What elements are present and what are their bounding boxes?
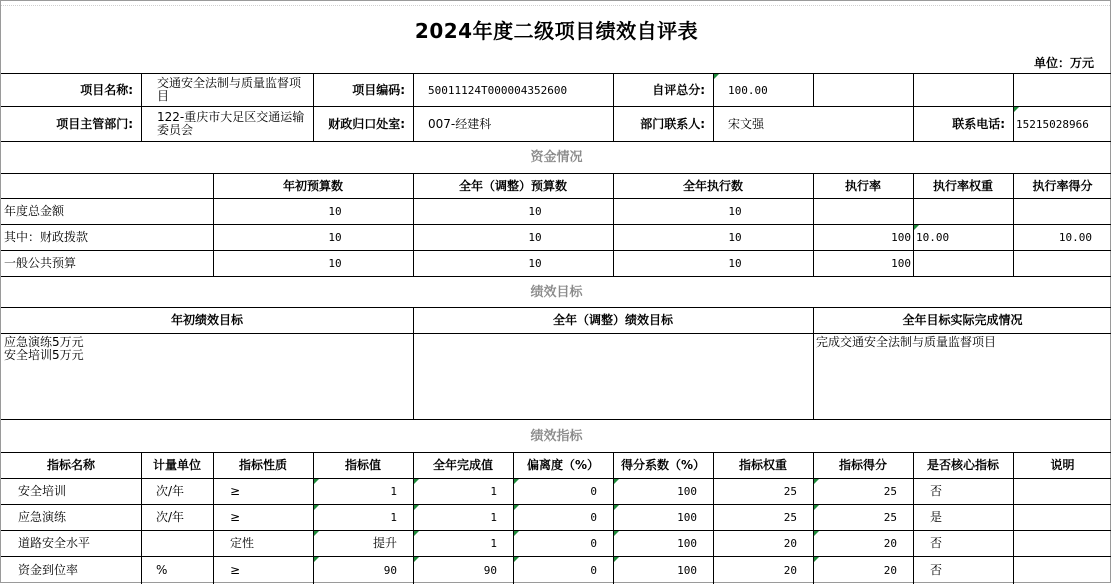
funds-cell[interactable]: 100 — [891, 257, 911, 270]
indicators-header: 得分系数（%） — [620, 458, 706, 472]
funds-row-label: 年度总金额 — [4, 204, 65, 218]
indicator-unit[interactable]: 次/年 — [156, 510, 185, 524]
indicator-value[interactable]: 提升 — [372, 536, 397, 550]
indicator-completed[interactable]: 1 — [490, 485, 497, 498]
funds-header: 全年（调整）预算数 — [458, 178, 567, 193]
funds-cell[interactable]: 10 — [328, 231, 342, 244]
indicator-coefficient[interactable]: 100 — [677, 485, 697, 498]
contact-label: 部门联系人: — [640, 116, 705, 131]
indicator-score[interactable]: 25 — [883, 511, 897, 524]
finance-value[interactable]: 007-经建科 — [428, 116, 492, 131]
indicator-core-flag[interactable]: 是 — [930, 510, 943, 524]
indicator-value[interactable]: 90 — [383, 563, 397, 577]
indicator-unit[interactable]: 次/年 — [156, 484, 185, 498]
funds-cell[interactable]: 100 — [891, 231, 911, 244]
adjusted-goal-text[interactable] — [413, 334, 813, 419]
project-name-label: 项目名称: — [80, 82, 133, 97]
indicator-nature[interactable]: ≥ — [230, 562, 241, 577]
indicator-core-flag[interactable]: 否 — [930, 484, 943, 498]
indicator-score[interactable]: 20 — [883, 563, 897, 577]
indicator-name[interactable]: 道路安全水平 — [18, 536, 91, 550]
funds-cell[interactable]: 10.00 — [916, 231, 950, 244]
phone-label: 联系电话: — [952, 116, 1005, 131]
indicator-name[interactable]: 安全培训 — [18, 484, 67, 498]
indicator-note[interactable] — [1013, 505, 1111, 530]
indicator-note[interactable] — [1013, 531, 1111, 556]
initial-goal-text[interactable]: 应急演练5万元 安全培训5万元 — [4, 335, 84, 362]
indicators-header: 是否核心指标 — [926, 458, 999, 472]
funds-row-label: 一般公共预算 — [4, 256, 77, 270]
indicator-weight[interactable]: 25 — [783, 511, 797, 524]
goals-header: 年初绩效目标 — [170, 313, 243, 327]
indicator-nature[interactable]: ≥ — [230, 484, 241, 498]
unit-label: 单位：万元 — [1033, 56, 1094, 70]
indicator-deviation[interactable]: 0 — [590, 511, 597, 524]
indicator-completed[interactable]: 90 — [483, 563, 497, 577]
funds-cell[interactable] — [813, 199, 913, 224]
grid-line — [813, 73, 814, 106]
actual-goal-text[interactable]: 完成交通安全法制与质量监督项目 — [816, 335, 997, 349]
column-header-strip — [1, 1, 1111, 6]
funds-cell[interactable]: 10 — [328, 257, 342, 270]
funds-cell[interactable] — [1013, 199, 1111, 224]
dept-label: 项目主管部门: — [56, 116, 133, 131]
funds-header: 执行率权重 — [932, 178, 993, 193]
indicator-nature[interactable]: 定性 — [230, 536, 255, 550]
indicators-header: 指标值 — [344, 458, 381, 472]
indicator-weight[interactable]: 25 — [783, 485, 797, 498]
self-score-label: 自评总分: — [652, 82, 705, 97]
indicator-name[interactable]: 应急演练 — [18, 510, 67, 524]
contact-value[interactable]: 宋文强 — [728, 116, 765, 131]
indicator-core-flag[interactable]: 否 — [930, 562, 943, 577]
indicator-note[interactable] — [1013, 479, 1111, 504]
funds-cell[interactable]: 10.00 — [1058, 231, 1092, 244]
funds-cell[interactable] — [1013, 251, 1111, 276]
finance-label: 财政归口处室: — [328, 116, 405, 131]
indicator-deviation[interactable]: 0 — [590, 563, 597, 577]
funds-header: 全年执行数 — [682, 178, 743, 193]
funds-cell[interactable]: 10 — [328, 205, 342, 218]
funds-cell[interactable] — [913, 199, 1013, 224]
indicator-completed[interactable]: 1 — [490, 537, 497, 550]
funds-header: 执行率 — [844, 178, 881, 193]
indicator-completed[interactable]: 1 — [490, 511, 497, 524]
indicator-coefficient[interactable]: 100 — [677, 537, 697, 550]
goals-header: 全年（调整）绩效目标 — [552, 313, 673, 327]
indicator-value[interactable]: 1 — [390, 485, 397, 498]
dept-value[interactable]: 122-重庆市大足区交通运输委员会 — [157, 110, 305, 137]
indicator-unit[interactable]: % — [156, 562, 168, 577]
indicators-header: 计量单位 — [152, 458, 201, 472]
indicators-header: 指标得分 — [838, 458, 887, 472]
goals-section-title: 绩效目标 — [530, 284, 583, 300]
grid-line — [413, 73, 414, 141]
funds-cell[interactable]: 10 — [728, 231, 742, 244]
indicator-value[interactable]: 1 — [390, 511, 397, 524]
funds-section-title: 资金情况 — [530, 150, 583, 165]
funds-cell[interactable]: 10 — [528, 257, 542, 270]
phone-value[interactable]: 15215028966 — [1016, 117, 1089, 131]
indicators-header: 全年完成值 — [432, 458, 493, 472]
project-code-label: 项目编码: — [352, 82, 405, 97]
indicators-header: 指标权重 — [738, 458, 787, 472]
indicators-header: 指标名称 — [46, 458, 95, 472]
indicator-core-flag[interactable]: 否 — [930, 536, 943, 550]
self-score-value[interactable]: 100.00 — [728, 83, 768, 97]
funds-cell[interactable]: 10 — [728, 257, 742, 270]
indicator-name[interactable]: 资金到位率 — [18, 562, 79, 577]
indicator-note[interactable] — [1013, 557, 1111, 583]
funds-cell[interactable]: 10 — [528, 205, 542, 218]
project-code-value[interactable]: 50011124T000004352600 — [428, 83, 568, 97]
indicator-score[interactable]: 20 — [883, 537, 897, 550]
indicators-section-title: 绩效指标 — [530, 428, 583, 444]
funds-cell[interactable]: 10 — [728, 205, 742, 218]
indicator-coefficient[interactable]: 100 — [677, 511, 697, 524]
indicators-header: 偏离度（%） — [526, 458, 600, 472]
grid-line — [713, 73, 714, 141]
grid-line — [141, 73, 142, 141]
funds-cell[interactable]: 10 — [528, 231, 542, 244]
goals-header: 全年目标实际完成情况 — [902, 313, 1023, 327]
funds-header: 年初预算数 — [282, 178, 343, 193]
indicator-weight[interactable]: 20 — [783, 537, 797, 550]
funds-header: 执行率得分 — [1032, 178, 1093, 193]
indicator-deviation[interactable]: 0 — [590, 485, 597, 498]
indicator-deviation[interactable]: 0 — [590, 537, 597, 550]
funds-row-label: 其中：财政拨款 — [4, 230, 89, 244]
project-name-value[interactable]: 交通安全法制与质量监督项目 — [157, 76, 302, 103]
page-title: 2024年度二级项目绩效自评表 — [414, 19, 699, 43]
indicator-unit[interactable] — [153, 531, 213, 556]
funds-cell[interactable] — [913, 251, 1013, 276]
cell-marker-icon — [714, 74, 719, 79]
indicators-header: 指标性质 — [238, 458, 287, 472]
indicator-score[interactable]: 25 — [883, 485, 897, 498]
indicators-header: 说明 — [1050, 458, 1075, 472]
indicator-weight[interactable]: 20 — [783, 563, 797, 577]
indicator-coefficient[interactable]: 100 — [677, 563, 697, 577]
indicator-nature[interactable]: ≥ — [230, 510, 241, 524]
